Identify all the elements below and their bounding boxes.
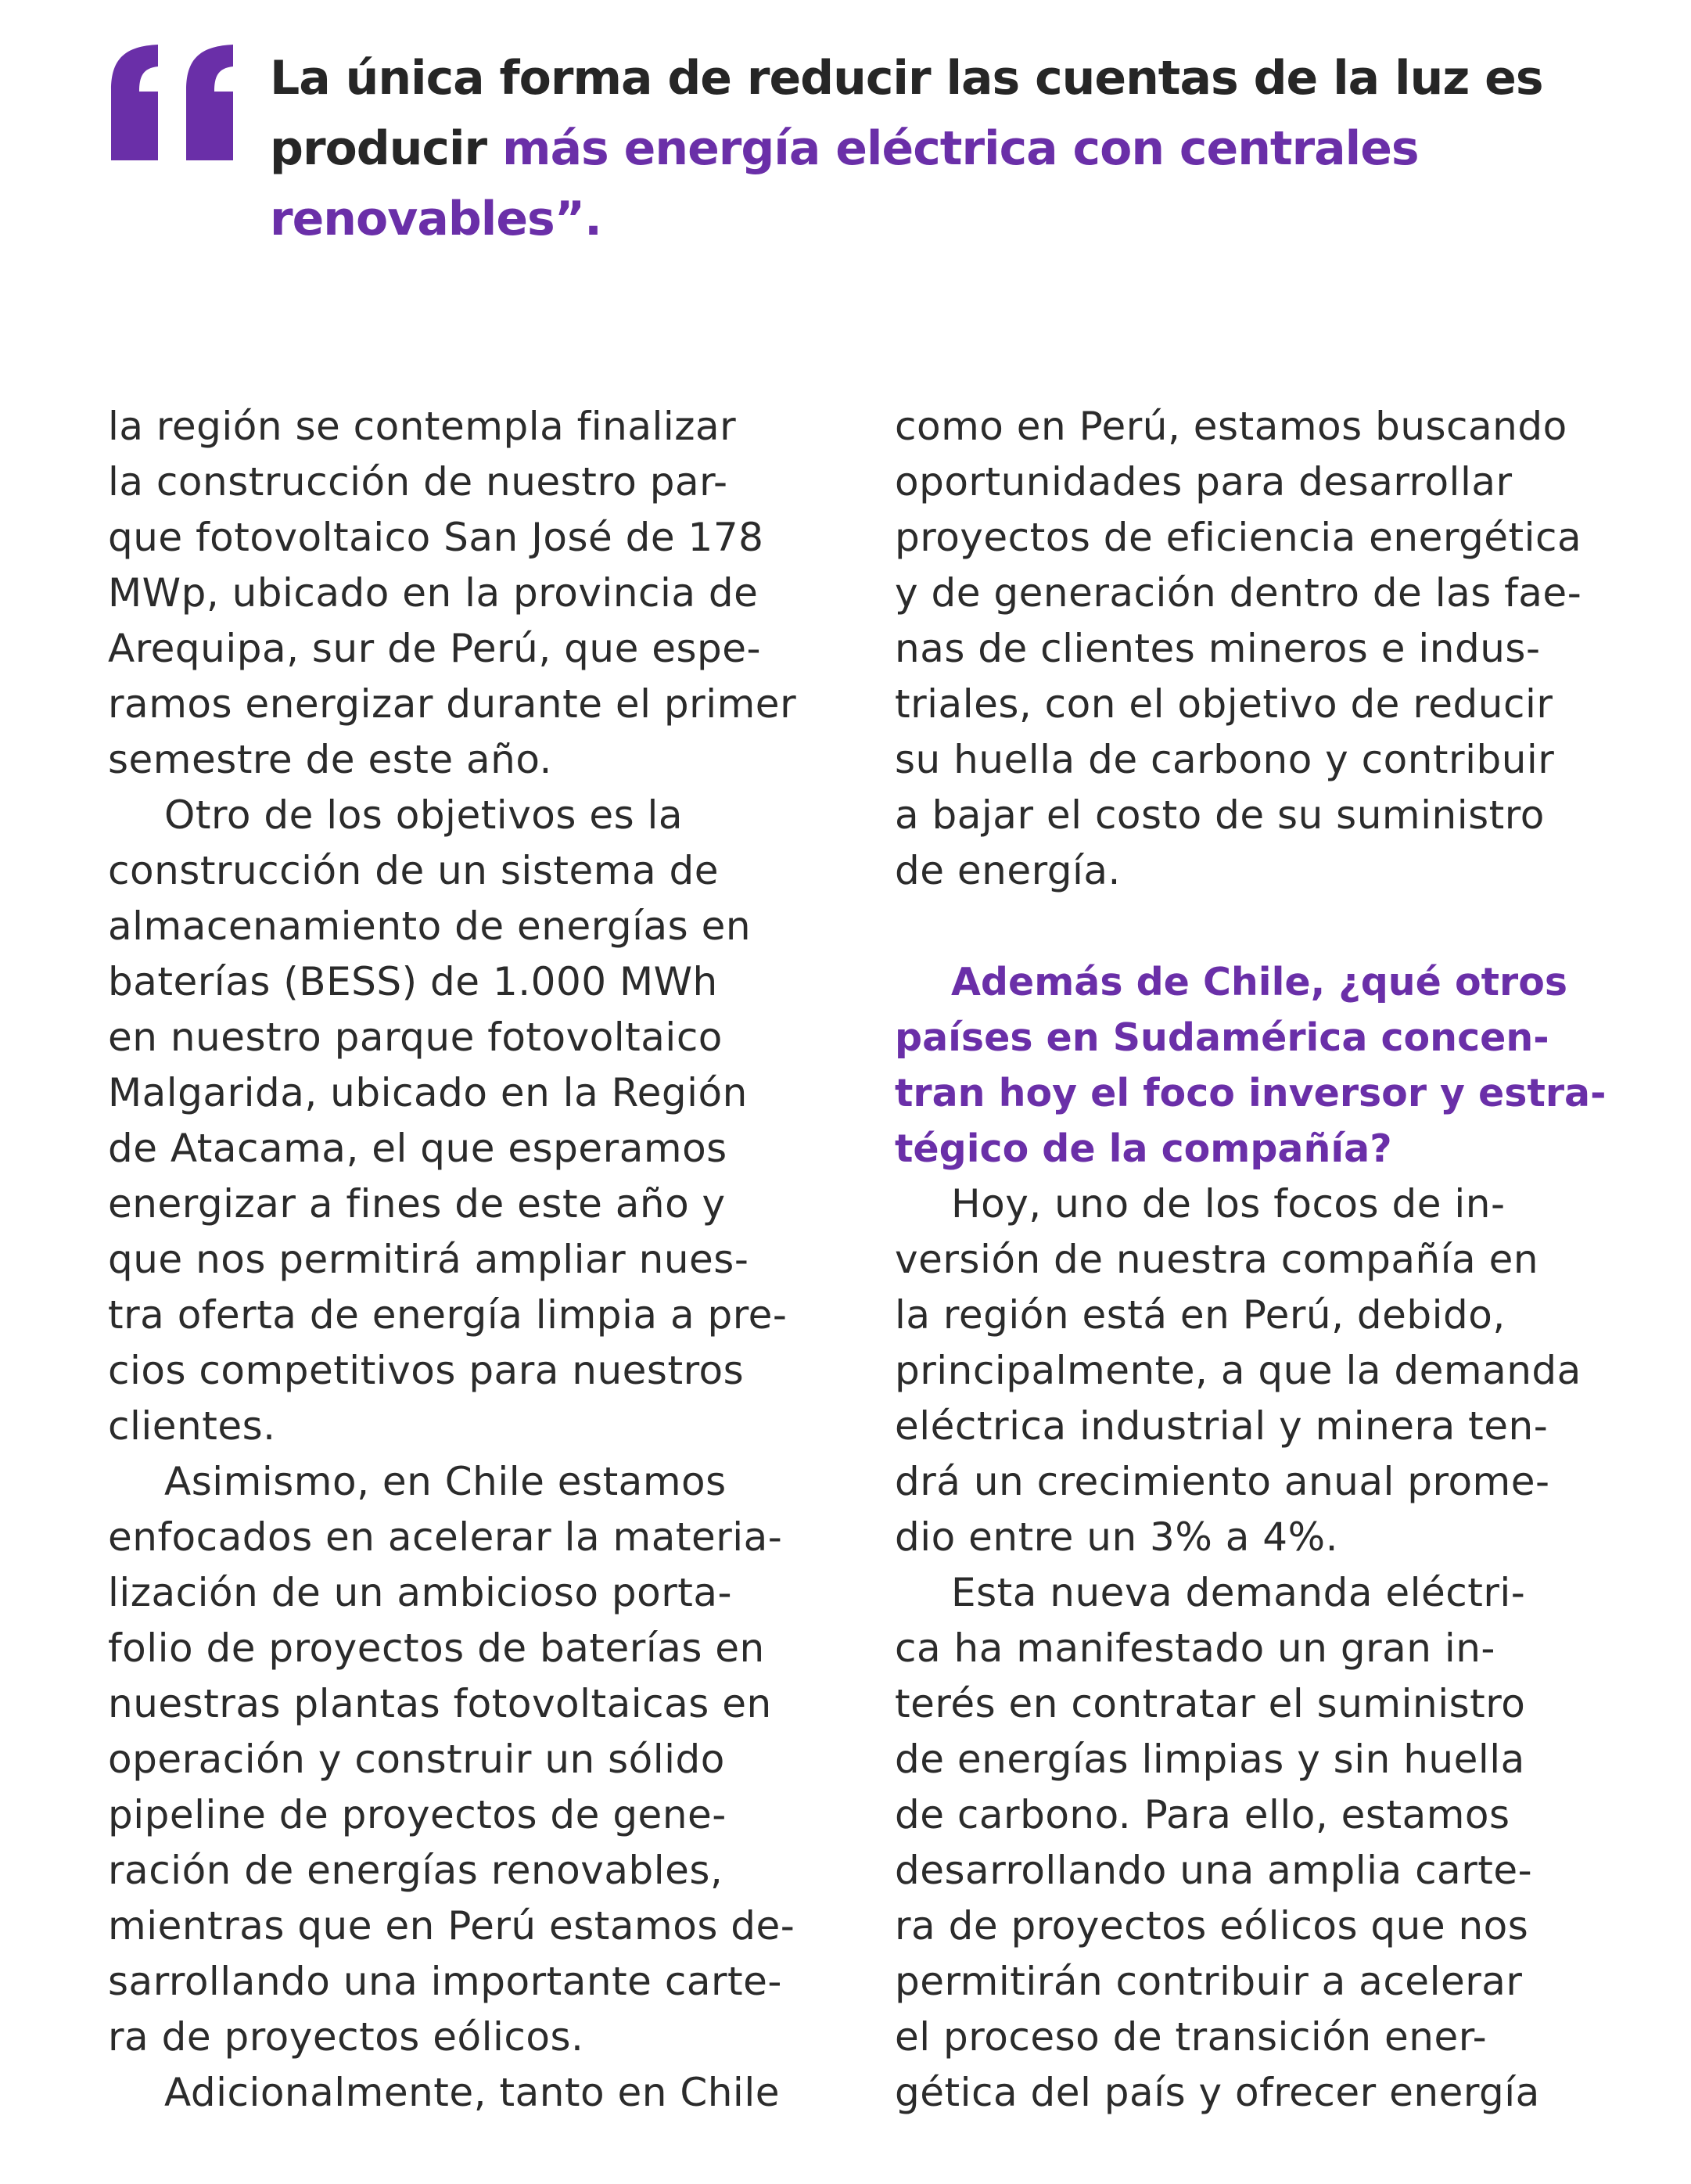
body-text-line: en nuestro parque fotovoltaico <box>108 1015 723 1060</box>
body-text-line: como en Perú, estamos buscando <box>895 404 1567 449</box>
body-text-line: que fotovoltaico San José de 178 <box>108 515 764 560</box>
body-text-line: de energías limpias y sin huella <box>895 1737 1525 1782</box>
body-text-line: tra oferta de energía limpia a pre- <box>108 1292 788 1338</box>
body-text-line: Esta nueva demanda eléctri- <box>951 1570 1526 1615</box>
body-text-line: lización de un ambicioso porta- <box>108 1570 733 1615</box>
quote-text-accent: más energía eléctrica con centrales renovables”. <box>270 121 1419 246</box>
body-text-line: oportunidades para desarrollar <box>895 459 1513 505</box>
quote-text-plain: La única forma de reducir las cuentas de la luz es producir <box>270 51 1543 176</box>
body-text-line: triales, con el objetivo de reducir <box>895 681 1553 727</box>
body-text-line: eléctrica industrial y minera ten- <box>895 1403 1549 1449</box>
body-text-line: drá un crecimiento anual prome- <box>895 1459 1550 1504</box>
quote-text <box>270 43 1615 254</box>
body-text-line: proyectos de eficiencia energética <box>895 515 1582 560</box>
body-text-line: la región se contempla finalizar <box>108 404 737 449</box>
interview-question-line: Además de Chile, ¿qué otros <box>951 960 1568 1004</box>
body-text-line: nas de clientes mineros e indus- <box>895 626 1541 671</box>
body-text-line: enfocados en acelerar la materia- <box>108 1514 783 1560</box>
body-text-line: mientras que en Perú estamos de- <box>108 1903 795 1949</box>
body-text-line: dio entre un 3% a 4%. <box>895 1514 1339 1560</box>
body-text-line: cios competitivos para nuestros <box>108 1348 745 1393</box>
body-text-line: Malgarida, ubicado en la Región <box>108 1070 748 1115</box>
body-text-line: ra de proyectos eólicos. <box>108 2014 584 2060</box>
body-text-line: Hoy, uno de los focos de in- <box>951 1181 1506 1227</box>
body-text-line: ración de energías renovables, <box>108 1848 723 1893</box>
body-text-line: terés en contratar el suministro <box>895 1681 1526 1726</box>
body-text-line: versión de nuestra compañía en <box>895 1237 1539 1282</box>
body-text-line: y de generación dentro de las fae- <box>895 570 1582 616</box>
interview-question-line: tran hoy el foco inversor y estra- <box>895 1071 1607 1115</box>
body-text-line: ca ha manifestado un gran in- <box>895 1625 1495 1671</box>
body-text-line: baterías (BESS) de 1.000 MWh <box>108 959 718 1004</box>
body-text-line: Arequipa, sur de Perú, que espe- <box>108 626 762 671</box>
body-text-line: la región está en Perú, debido, <box>895 1292 1506 1338</box>
body-text-line: nuestras plantas fotovoltaicas en <box>108 1681 772 1726</box>
body-text-line: almacenamiento de energías en <box>108 903 752 949</box>
body-text-line: construcción de un sistema de <box>108 848 719 893</box>
body-text-line: gética del país y ofrecer energía <box>895 2070 1540 2115</box>
body-text-line: principalmente, a que la demanda <box>895 1348 1581 1393</box>
body-text-line: MWp, ubicado en la provincia de <box>108 570 759 616</box>
interview-question-line: países en Sudamérica concen- <box>895 1015 1549 1060</box>
body-text-line: el proceso de transición ener- <box>895 2014 1488 2060</box>
body-text-line: de Atacama, el que esperamos <box>108 1126 727 1171</box>
paragraph-gap <box>895 899 1646 954</box>
body-text-line: a bajar el costo de su suministro <box>895 792 1545 838</box>
body-text-line: Adicionalmente, tanto en Chile <box>164 2070 780 2115</box>
body-text-line: energizar a fines de este año y <box>108 1181 726 1227</box>
body-text-line: sarrollando una importante carte- <box>108 1959 782 2004</box>
body-text-line: pipeline de proyectos de gene- <box>108 1792 727 1837</box>
interview-question-line: tégico de la compañía? <box>895 1126 1392 1171</box>
body-text-line: clientes. <box>108 1403 276 1449</box>
right-column <box>895 399 1646 2121</box>
body-text-line: permitirán contribuir a acelerar <box>895 1959 1523 2004</box>
body-text-line: folio de proyectos de baterías en <box>108 1625 765 1671</box>
body-text-line: operación y construir un sólido <box>108 1737 725 1782</box>
quote-mark-icon <box>110 43 250 168</box>
body-text-line: ra de proyectos eólicos que nos <box>895 1903 1529 1949</box>
body-text-line: la construcción de nuestro par- <box>108 459 728 505</box>
left-column <box>108 399 859 2121</box>
body-text-line: Otro de los objetivos es la <box>164 792 684 838</box>
body-text-line: de energía. <box>895 848 1121 893</box>
body-text-line: que nos permitirá ampliar nues- <box>108 1237 749 1282</box>
body-text-line: semestre de este año. <box>108 737 552 782</box>
body-text-line: de carbono. Para ello, estamos <box>895 1792 1510 1837</box>
body-text-line: su huella de carbono y contribuir <box>895 737 1555 782</box>
body-text-line: ramos energizar durante el primer <box>108 681 797 727</box>
body-text-line: Asimismo, en Chile estamos <box>164 1459 727 1504</box>
body-text-line: desarrollando una amplia carte- <box>895 1848 1533 1893</box>
